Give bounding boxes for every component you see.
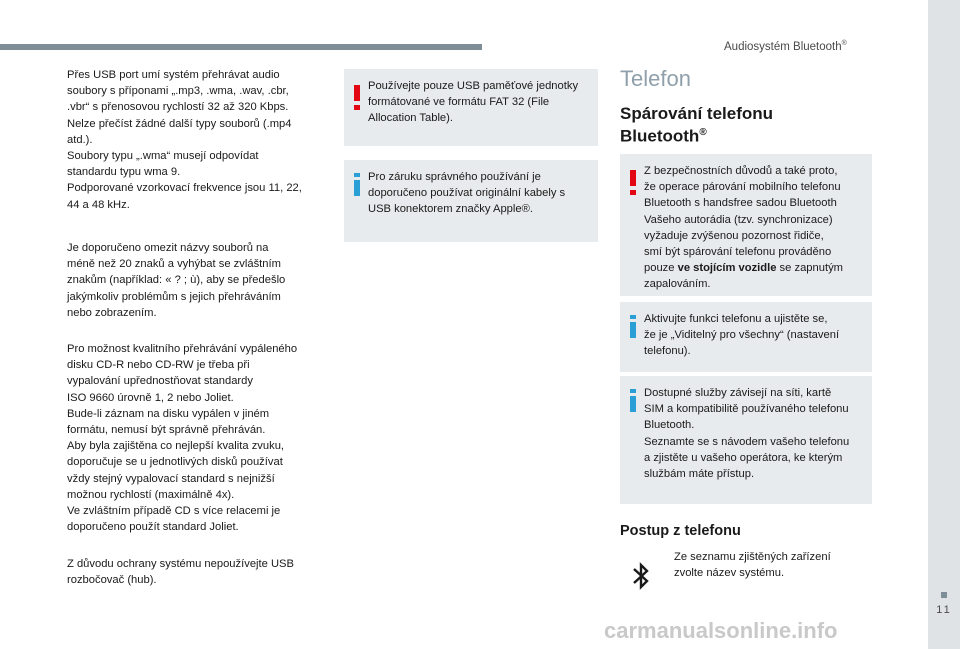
page-sidebar <box>928 0 960 649</box>
bluetooth-icon <box>628 560 654 592</box>
warning-icon <box>354 85 360 101</box>
visibility-info <box>620 302 872 372</box>
warning-icon <box>630 170 636 186</box>
section-title: Audiosystém Bluetooth® <box>724 40 847 53</box>
visibility-info-text: Aktivujte funkci telefonu a ujistěte se, že je „Viditelný pro všechny“ (nastavení telefonu). <box>644 313 840 358</box>
usb-format-warning <box>344 69 598 146</box>
watermark: carmanualsonline.info <box>604 618 838 643</box>
sidebar-marker <box>941 592 947 598</box>
usb-format-warning-text: Používejte pouze USB paměťové jednotky formátované ve formátu FAT 32 (File Allocation Table). <box>368 80 579 125</box>
pairing-safety-warning-text: Z bezpečnostních důvodů a také proto, že operace párování mobilního telefonu Bluetooth s handsfree sadou Bluetooth Vašeho autorádia (tzv. synchronizace) vyžaduje zvýšenou pozornost řidiče, smí být spárování telefonu prováděno pouze ve stojícím vozidle se zapnutým zapalováním. <box>644 165 843 291</box>
apple-cable-info-text: Pro záruku správného používání je doporučeno používat originální kabely s USB konektorem značky Apple®. <box>368 171 566 216</box>
services-info-text: Dostupné služby závisejí na síti, kartě SIM a kompatibilitě používaného telefonu Bluetooth. Seznamte se s návodem vašeho telefonu a zjistěte u vašeho operátora, ke kterým službám máte přístup. <box>644 387 850 481</box>
postup-heading: Postup z telefonu <box>620 523 741 539</box>
apple-cable-info <box>344 160 598 242</box>
cd-burning-paragraph: Pro možnost kvalitního přehrávání vypáleného disku CD-R nebo CD-RW je třeba při vypalování upřednostňovat standardy ISO 9660 úrovně 1, 2 nebo Joliet. Bude-li záznam na disku vypálen v jiném formátu, nemusí být správně přehráván. Aby byla zajištěna co nejlepší kvalita zvuku, doporučuje se u jednotlivých disků používat vždy stejný vypalovací standard s nejnižší možnou rychlostí (maximálně 4x). Ve zvláštním případě CD s více relacemi je doporučeno použít standard Joliet. <box>67 343 298 534</box>
info-icon <box>354 180 360 196</box>
header-accent-bar <box>0 44 482 50</box>
pairing-safety-warning <box>620 154 872 296</box>
usb-hub-paragraph: Z důvodu ochrany systému nepoužívejte USB rozbočovač (hub). <box>67 558 294 587</box>
postup-instruction: Ze seznamu zjištěných zařízení zvolte název systému. <box>674 551 831 580</box>
telefon-heading: Telefon <box>620 66 691 91</box>
pairing-heading: Spárování telefonu Bluetooth® <box>620 104 774 146</box>
info-icon <box>630 322 636 338</box>
services-info <box>620 376 872 504</box>
filename-paragraph: Je doporučeno omezit názvy souborů na méně než 20 znaků a vyhýbat se zvláštním znakům (například: « ? ; ù), aby se předešlo jakýmkoliv problémům s jejich přehráváním nebo zobrazením. <box>67 242 286 319</box>
usb-formats-paragraph: Přes USB port umí systém přehrávat audio soubory s příponami „.mp3, .wma, .wav, .cbr, .vbr“ s přenosovou rychlostí 32 až 320 Kbps. Nelze přečíst žádné další typy souborů (.mp4 atd.). Soubory typu „.wma“ musejí odpovídat standardu typu wma 9. Podporované vzorkovací frekvence jsou 11, 22, 44 a 48 kHz. <box>67 69 302 211</box>
info-icon <box>630 396 636 412</box>
page-number: 11 <box>936 604 952 616</box>
